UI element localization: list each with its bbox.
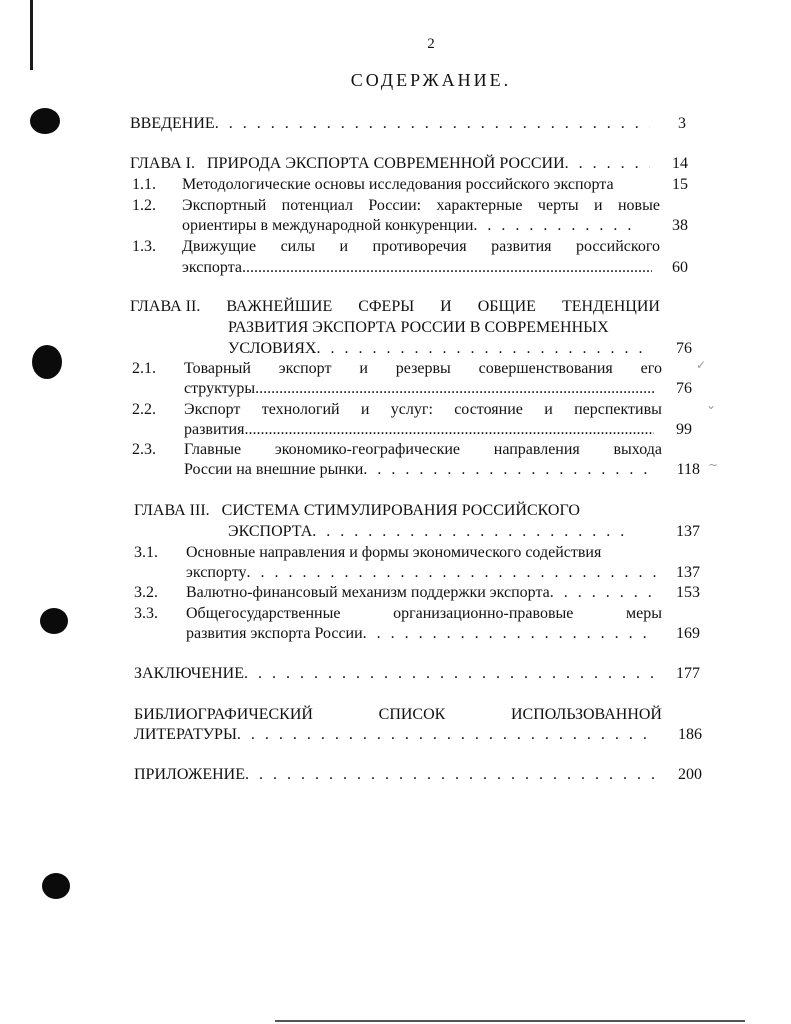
toc-chapter-2-cont[interactable]: УСЛОВИЯХ . . . xyxy=(228,339,653,359)
toc-page: 186 xyxy=(678,726,702,743)
toc-section-1-3[interactable]: Движущие силы и противоречия развития российского xyxy=(182,238,660,255)
toc-section-2-3-cont[interactable]: России на внешние рынки . . . xyxy=(184,460,654,480)
toc-page: 38 xyxy=(672,217,688,234)
punch-hole-mark xyxy=(32,345,62,379)
toc-section-2-1-cont[interactable]: структуры ..... xyxy=(184,379,654,399)
pencil-check-mark-icon: ⌄ xyxy=(706,398,717,412)
toc-section-2-2[interactable]: Экспорт технологий и услуг: состояние и перспективы xyxy=(184,401,662,418)
pencil-check-mark-icon: ✓ xyxy=(696,358,707,372)
toc-section-3-3[interactable]: Общегосударственные организационно-правовые меры xyxy=(186,605,662,622)
toc-chapter-3[interactable]: ГЛАВА III. СИСТЕМА СТИМУЛИРОВАНИЯ РОССИЙСКОГО xyxy=(134,502,580,519)
toc-page: 169 xyxy=(676,625,700,642)
toc-conclusion[interactable]: ЗАКЛЮЧЕНИЕ . . . xyxy=(134,664,656,684)
toc-chapter-3-cont[interactable]: ЭКСПОРТА . . . xyxy=(228,522,626,542)
toc-page: 76 xyxy=(676,380,692,397)
toc-section-2-3[interactable]: Главные экономико-географические направления выхода xyxy=(184,441,662,458)
toc-page: 137 xyxy=(676,564,700,581)
toc-chapter-2[interactable]: ГЛАВА II. ВАЖНЕЙШИЕ СФЕРЫ И ОБЩИЕ ТЕНДЕНЦИИ xyxy=(130,298,660,315)
section-number: 1.1. xyxy=(132,176,156,193)
toc-label: ВВЕДЕНИЕ xyxy=(130,115,215,132)
toc-bibliography[interactable]: БИБЛИОГРАФИЧЕСКИЙ СПИСОК ИСПОЛЬЗОВАННОЙ xyxy=(134,706,662,723)
section-number: 2.1. xyxy=(132,360,156,377)
page-title: СОДЕРЖАНИЕ. xyxy=(350,70,512,90)
toc-section-2-1[interactable]: Товарный экспорт и резервы совершенствования его xyxy=(184,360,662,377)
toc-section-3-1[interactable]: Основные направления и формы экономического содействия xyxy=(186,544,602,561)
punch-hole-mark xyxy=(42,873,70,899)
section-number: 1.3. xyxy=(132,238,156,255)
toc-chapter-1[interactable] xyxy=(130,154,650,174)
toc-section-1-2-cont[interactable]: ориентиры в международной конкуренции . . . xyxy=(182,216,632,236)
section-number: 3.2. xyxy=(134,584,158,601)
toc-section-3-1-cont[interactable]: экспорту . . . xyxy=(186,563,656,583)
punch-hole-mark xyxy=(40,608,68,634)
pencil-mark-icon: ~ xyxy=(708,458,719,472)
toc-intro[interactable] xyxy=(130,114,650,134)
toc-page: 137 xyxy=(676,523,700,540)
toc-page: 15 xyxy=(672,176,688,193)
toc-section-1-2[interactable]: Экспортный потенциал России: характерные черты и новые xyxy=(182,197,660,214)
toc-page: 177 xyxy=(676,665,700,682)
toc-chapter-2-cont[interactable]: РАЗВИТИЯ ЭКСПОРТА РОССИИ В СОВРЕМЕННЫХ xyxy=(228,319,609,336)
toc-page: 118 xyxy=(676,461,700,478)
punch-hole-mark xyxy=(30,108,60,134)
section-number: 2.3. xyxy=(132,441,156,458)
section-number: 1.2. xyxy=(132,197,156,214)
toc-section-1-1[interactable]: Методологические основы исследования российского экспорта xyxy=(182,176,614,193)
scan-bottom-line xyxy=(275,1020,745,1022)
section-number: 3.1. xyxy=(134,544,158,561)
toc-section-1-3-cont[interactable]: экспорта ..... xyxy=(182,258,652,278)
toc-page: 153 xyxy=(676,584,700,601)
page-number: 2 xyxy=(427,36,435,52)
toc-page: 3 xyxy=(678,115,686,132)
toc-page: 76 xyxy=(676,340,692,357)
section-number: 2.2. xyxy=(132,401,156,418)
scan-edge-line xyxy=(30,0,33,70)
toc-section-3-3-cont[interactable]: развития экспорта России . . . xyxy=(186,624,656,644)
toc-page: 60 xyxy=(672,259,688,276)
toc-section-2-2-cont[interactable]: развития ..... xyxy=(184,420,654,440)
toc-page: 99 xyxy=(676,421,692,438)
toc-page: 200 xyxy=(678,766,702,783)
toc-page: 14 xyxy=(672,155,688,172)
section-number: 3.3. xyxy=(134,605,158,622)
toc-appendix[interactable]: ПРИЛОЖЕНИЕ . . . xyxy=(134,765,656,785)
toc-bibliography-cont[interactable]: ЛИТЕРАТУРЫ . . . xyxy=(134,725,656,745)
toc-section-3-2[interactable]: Валютно-финансовый механизм поддержки экспорта . . . xyxy=(186,583,656,603)
toc-label: ГЛАВА I. ПРИРОДА ЭКСПОРТА СОВРЕМЕННОЙ РОССИИ xyxy=(130,155,565,172)
